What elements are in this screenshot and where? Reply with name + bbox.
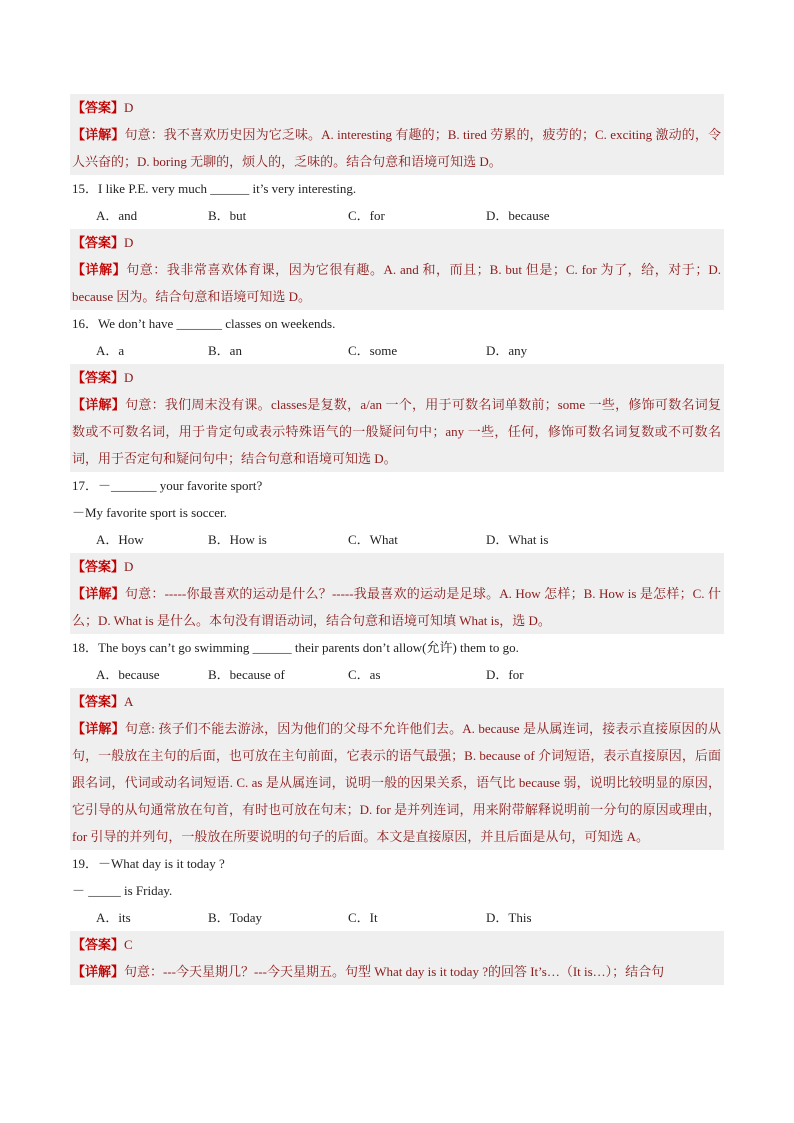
option-c: C．some: [348, 343, 398, 358]
option-c: C．as: [348, 667, 381, 682]
option-a: A．a: [96, 343, 125, 358]
option-d: D．for: [486, 667, 524, 682]
question-stem: 18．The boys can’t go swimming ______ their parents don’t allow(允许) them to go.: [72, 640, 519, 655]
explanation-label: 【详解】: [72, 964, 125, 979]
option-a: A．its: [96, 910, 131, 925]
answer-value: C: [124, 937, 133, 952]
explanation-label: 【详解】: [72, 721, 125, 736]
answer-line: [70, 688, 724, 715]
explanation-block: [70, 715, 724, 850]
option-a: A．How: [96, 532, 144, 547]
option-b: B．How is: [208, 532, 267, 547]
answer-label: 【答案】: [72, 694, 125, 709]
option-d: D．What is: [486, 532, 549, 547]
option-b: B．Today: [208, 910, 262, 925]
answer-value: A: [124, 694, 134, 709]
answer-line: [70, 229, 724, 256]
explanation-block: [70, 958, 724, 985]
answer-label: 【答案】: [72, 235, 125, 250]
exercise-content: [70, 94, 724, 985]
option-b: B．an: [208, 343, 242, 358]
answer-options: [70, 337, 724, 364]
answer-label: 【答案】: [72, 937, 125, 952]
answer-value: D: [124, 559, 134, 574]
explanation-block: [70, 391, 724, 472]
explanation-block: [70, 256, 724, 310]
answer-options: [70, 904, 724, 931]
option-d: D．This: [486, 910, 532, 925]
explanation-label: 【详解】: [72, 397, 126, 412]
question-stem: 19．－What day is it today ?: [72, 856, 225, 871]
answer-label: 【答案】: [72, 370, 125, 385]
explanation-text: 句意：-----你最喜欢的运动是什么？-----我最喜欢的运动是足球。A. How 怎样；B. How is 是怎样；C. 什么；D. What is 是什么。本句没有谓语动词，结合句意和语境可知填 What is，选 D。: [72, 586, 721, 628]
option-a: A．and: [96, 208, 138, 223]
explanation-label: 【详解】: [72, 127, 125, 142]
answer-options: [70, 202, 724, 229]
explanation-text: 句意：---今天星期几？---今天星期五。句型 What day is it today ?的回答 It’s…（It is…）；结合句: [124, 964, 665, 979]
option-b: B．but: [208, 208, 247, 223]
option-d: D．any: [486, 343, 528, 358]
question-stem: 15．I like P.E. very much ______ it’s very interesting.: [72, 181, 357, 196]
answer-label: 【答案】: [72, 100, 125, 115]
question-stem: 16．We don’t have _______ classes on weekends.: [72, 316, 336, 331]
option-c: C．for: [348, 208, 385, 223]
answer-line: [70, 931, 724, 958]
explanation-block: [70, 121, 724, 175]
option-c: C．It: [348, 910, 378, 925]
option-d: D．because: [486, 208, 550, 223]
question-dialogue-line: － _____ is Friday.: [72, 883, 173, 898]
explanation-label: 【详解】: [72, 586, 125, 601]
answer-line: [70, 94, 724, 121]
answer-label: 【答案】: [72, 559, 125, 574]
option-c: C．What: [348, 532, 398, 547]
explanation-text: 句意: 孩子们不能去游泳，因为他们的父母不允许他们去。A. because 是从属连词，接表示直接原因的从句，一般放在主句的后面，也可放在主句前面，它表示的语气最强；B. because of 介词短语，表示直接原因，后面跟名词，代词或动名词短语. C. as 是从属连词，说明一般的因果关系，语气比 because 弱，说明比较明显的原因，它引导的从句通常放在句首，有时也可放在句末；D. for 是并列连词，用来附带解释说明前一分句的原因或理由，for 引导的并列句，一般放在所要说明的句子的后面。本文是直接原因，并且后面是从句，可知选 A。: [72, 721, 721, 844]
answer-line: [70, 553, 724, 580]
explanation-text: 句意：我不喜欢历史因为它乏味。A. interesting 有趣的；B. tired 劳累的，疲劳的；C. exciting 激动的，令人兴奋的；D. boring 无聊的，烦人的，乏味的。结合句意和语境可知选 D。: [72, 127, 721, 169]
answer-value: D: [124, 235, 134, 250]
option-a: A．because: [96, 667, 160, 682]
question-dialogue-line: －My favorite sport is soccer.: [72, 505, 227, 520]
answer-value: D: [124, 370, 134, 385]
answer-line: [70, 364, 724, 391]
question-stem: 17．－_______ your favorite sport?: [72, 478, 263, 493]
answer-options: [70, 526, 724, 553]
answer-value: D: [124, 100, 134, 115]
explanation-text: 句意：我们周末没有课。classes是复数，a/an 一个，用于可数名词单数前；some 一些，修饰可数名词复数或不可数名词，用于肯定句或表示特殊语气的一般疑问句中；any 一些，任何，修饰可数名词复数或不可数名词，用于否定句和疑问句中；结合句意和语境可知选 D。: [72, 397, 721, 466]
option-b: B．because of: [208, 667, 285, 682]
answer-options: [70, 661, 724, 688]
explanation-label: 【详解】: [72, 262, 127, 277]
explanation-block: [70, 580, 724, 634]
explanation-text: 句意：我非常喜欢体育课，因为它很有趣。A. and 和，而且；B. but 但是；C. for 为了，给，对于；D. because 因为。结合句意和语境可知选 D。: [72, 262, 721, 304]
